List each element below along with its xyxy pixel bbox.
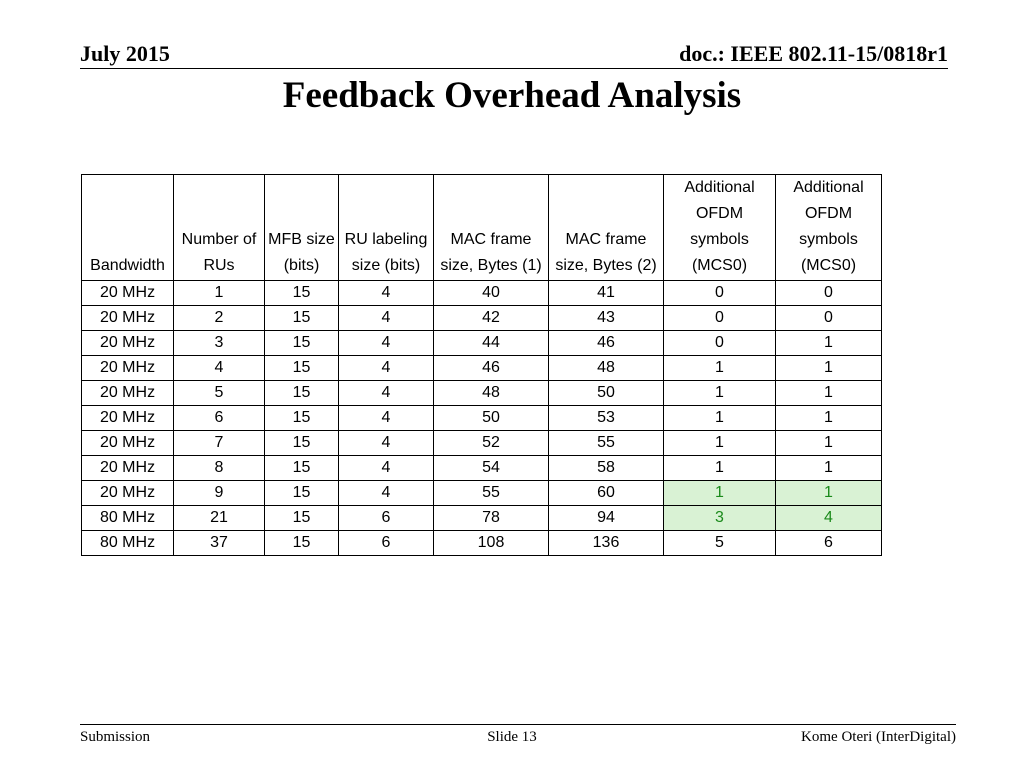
column-header-line: OFDM (804, 205, 853, 222)
table-cell: 20 MHz (82, 456, 174, 481)
table-cell: 42 (434, 306, 549, 331)
table-cell: 0 (776, 306, 882, 331)
table-cell: 94 (549, 506, 664, 531)
table-cell: 1 (664, 406, 776, 431)
column-header-line: size, Bytes (1) (440, 257, 542, 274)
column-header-line: RUs (203, 257, 235, 274)
table-cell: 40 (434, 281, 549, 306)
table-row (82, 506, 882, 531)
table-cell: 55 (434, 481, 549, 506)
table-header-row (82, 175, 882, 281)
table-cell: 80 MHz (82, 506, 174, 531)
table-cell: 37 (174, 531, 265, 556)
table-cell: 46 (549, 331, 664, 356)
table-row (82, 281, 882, 306)
table-cell: 20 MHz (82, 431, 174, 456)
table-row (82, 481, 882, 506)
table-row (82, 356, 882, 381)
table-cell: 6 (174, 406, 265, 431)
table-cell: 20 MHz (82, 281, 174, 306)
footer-slide-number: Slide 13 (487, 729, 537, 745)
footer-author: Kome Oteri (InterDigital) (801, 729, 956, 745)
table-cell: 52 (434, 431, 549, 456)
table-cell: 1 (664, 456, 776, 481)
table-cell: 1 (664, 356, 776, 381)
table-cell: 3 (664, 506, 776, 531)
table-cell: 20 MHz (82, 481, 174, 506)
footer-divider (80, 724, 956, 725)
table-row (82, 331, 882, 356)
table-cell: 41 (549, 281, 664, 306)
column-header (664, 175, 776, 281)
column-header-line: Number of (181, 231, 257, 248)
column-header-line: MAC frame (450, 231, 532, 248)
table-row (82, 431, 882, 456)
table-row (82, 406, 882, 431)
table-cell: 15 (265, 406, 339, 431)
footer-submission: Submission (80, 729, 151, 745)
table-cell: 8 (174, 456, 265, 481)
column-header-line: RU labeling (344, 231, 428, 248)
header-date: July 2015 (80, 41, 170, 66)
column-header-line: Additional (684, 179, 755, 196)
table-cell: 48 (549, 356, 664, 381)
table-cell: 1 (776, 381, 882, 406)
table-cell: 15 (265, 281, 339, 306)
table-cell: 44 (434, 331, 549, 356)
table-cell: 78 (434, 506, 549, 531)
table-cell: 55 (549, 431, 664, 456)
table-cell: 5 (174, 381, 265, 406)
table-cell: 3 (174, 331, 265, 356)
table-cell: 54 (434, 456, 549, 481)
table-cell: 1 (174, 281, 265, 306)
column-header-line: (bits) (283, 257, 320, 274)
table-cell: 6 (339, 506, 434, 531)
column-header-line: (MCS0) (691, 257, 748, 274)
table-cell: 48 (434, 381, 549, 406)
overhead-table-container (81, 174, 882, 556)
table-cell: 4 (339, 406, 434, 431)
table-cell: 20 MHz (82, 381, 174, 406)
table-cell: 4 (339, 281, 434, 306)
table-cell: 4 (339, 331, 434, 356)
column-header (82, 175, 174, 281)
table-cell: 46 (434, 356, 549, 381)
table-cell: 136 (549, 531, 664, 556)
table-cell: 1 (664, 481, 776, 506)
table-cell: 9 (174, 481, 265, 506)
table-cell: 6 (776, 531, 882, 556)
table-cell: 4 (339, 456, 434, 481)
column-header (434, 175, 549, 281)
table-cell: 20 MHz (82, 306, 174, 331)
table-cell: 1 (776, 356, 882, 381)
table-cell: 53 (549, 406, 664, 431)
table-row (82, 456, 882, 481)
column-header-line: OFDM (695, 205, 744, 222)
table-cell: 43 (549, 306, 664, 331)
table-cell: 1 (776, 456, 882, 481)
table-row (82, 531, 882, 556)
table-cell: 0 (664, 306, 776, 331)
table-cell: 6 (339, 531, 434, 556)
table-cell: 4 (339, 481, 434, 506)
table-cell: 1 (776, 331, 882, 356)
table-cell: 4 (339, 306, 434, 331)
table-cell: 60 (549, 481, 664, 506)
table-cell: 15 (265, 481, 339, 506)
column-header (549, 175, 664, 281)
table-cell: 20 MHz (82, 331, 174, 356)
table-cell: 15 (265, 531, 339, 556)
table-cell: 20 MHz (82, 406, 174, 431)
table-cell: 21 (174, 506, 265, 531)
column-header-line: symbols (690, 231, 749, 248)
table-cell: 1 (664, 431, 776, 456)
table-cell: 0 (664, 331, 776, 356)
table-cell: 58 (549, 456, 664, 481)
table-cell: 15 (265, 356, 339, 381)
table-cell: 15 (265, 381, 339, 406)
column-header (339, 175, 434, 281)
table-cell: 50 (549, 381, 664, 406)
table-cell: 4 (339, 431, 434, 456)
table-cell: 15 (265, 506, 339, 531)
table-cell: 7 (174, 431, 265, 456)
table-cell: 0 (776, 281, 882, 306)
table-cell: 20 MHz (82, 356, 174, 381)
table-cell: 15 (265, 456, 339, 481)
column-header-line: size (bits) (351, 257, 421, 274)
table-cell: 4 (174, 356, 265, 381)
table-cell: 50 (434, 406, 549, 431)
table-cell: 1 (664, 381, 776, 406)
column-header (174, 175, 265, 281)
column-header-line: (MCS0) (800, 257, 857, 274)
overhead-table (81, 174, 882, 556)
table-cell: 4 (339, 381, 434, 406)
table-cell: 15 (265, 431, 339, 456)
table-cell: 1 (776, 481, 882, 506)
column-header (265, 175, 339, 281)
table-cell: 4 (776, 506, 882, 531)
column-header-line: MAC frame (565, 231, 647, 248)
table-cell: 0 (664, 281, 776, 306)
table-row (82, 306, 882, 331)
table-header (82, 175, 882, 281)
table-cell: 4 (339, 356, 434, 381)
table-cell: 1 (776, 431, 882, 456)
table-cell: 5 (664, 531, 776, 556)
header-divider (80, 68, 948, 69)
table-body (82, 281, 882, 556)
table-cell: 1 (776, 406, 882, 431)
table-cell: 15 (265, 331, 339, 356)
table-cell: 2 (174, 306, 265, 331)
column-header (776, 175, 882, 281)
slide-title: Feedback Overhead Analysis (282, 75, 742, 116)
column-header-line: Additional (793, 179, 864, 196)
table-cell: 15 (265, 306, 339, 331)
table-cell: 80 MHz (82, 531, 174, 556)
table-cell: 108 (434, 531, 549, 556)
column-header-line: Bandwidth (90, 257, 165, 274)
column-header-line: MFB size (268, 231, 335, 248)
column-header-line: size, Bytes (2) (555, 257, 657, 274)
header-doc-id: doc.: IEEE 802.11-15/0818r1 (679, 41, 948, 66)
column-header-line: symbols (799, 231, 858, 248)
table-row (82, 381, 882, 406)
